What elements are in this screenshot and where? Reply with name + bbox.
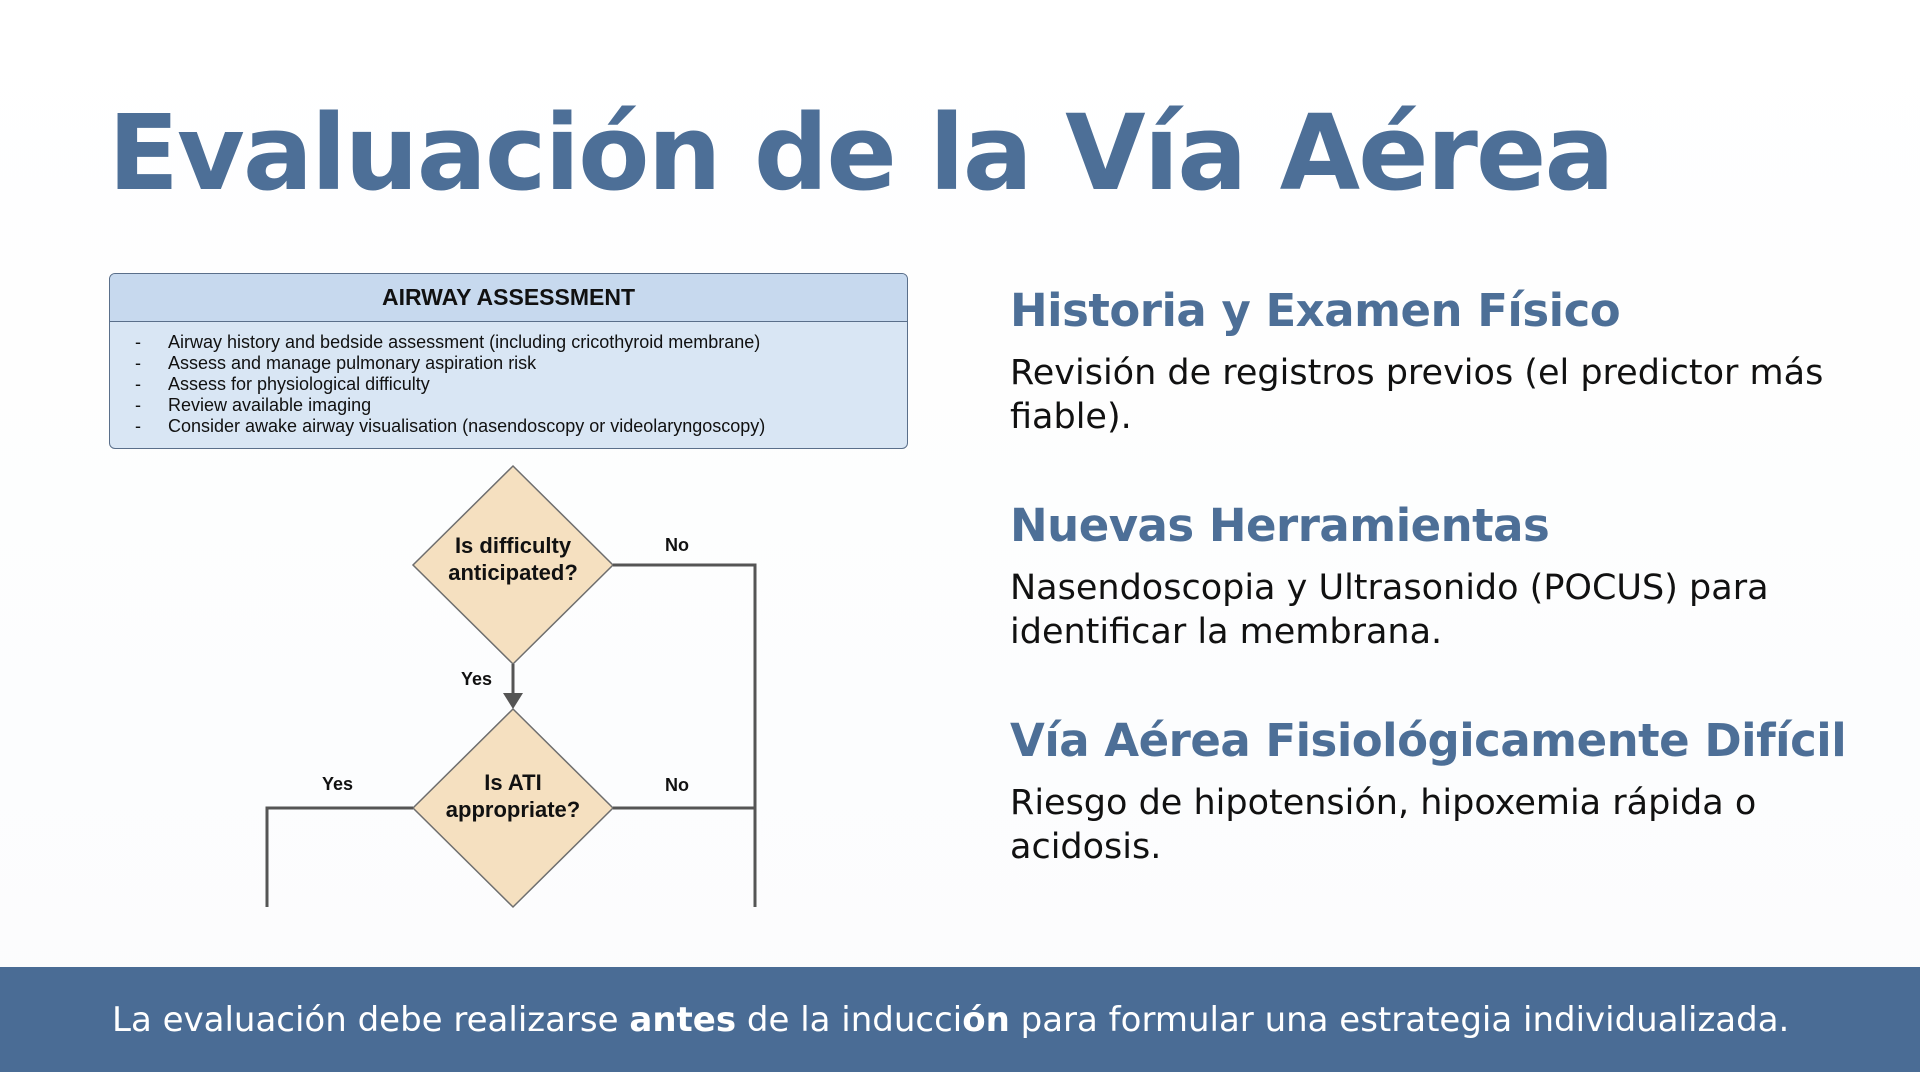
connector-yes-2 xyxy=(267,808,413,907)
section-heading: Historia y Examen Físico xyxy=(1010,284,1621,337)
airway-assessment-header: AIRWAY ASSESSMENT xyxy=(110,274,907,322)
footer-banner xyxy=(0,967,1920,1072)
label-yes-2: Yes xyxy=(322,774,354,794)
section-fisiologica xyxy=(1010,714,1870,869)
section-text: Revisión de registros previos (el predictor más fiable). xyxy=(1010,353,1824,437)
section-text: Nasendoscopia y Ultrasonido (POCUS) para identificar la membrana. xyxy=(1010,568,1769,652)
label-no-2: No xyxy=(665,775,689,795)
decision-2-text: Is ATI appropriate? xyxy=(445,770,581,822)
list-item: - Review available imaging xyxy=(135,395,372,415)
section-heading: Nuevas Herramientas xyxy=(1010,499,1550,552)
connector-no-1 xyxy=(613,565,755,907)
section-text: Riesgo de hipotensión, hipoxemia rápida o acidosis. xyxy=(1010,783,1757,867)
section-heading: Vía Aérea Fisiológicamente Difícil xyxy=(1010,714,1847,767)
section-herramientas xyxy=(1010,499,1870,654)
list-item: - Assess for physiological difficulty xyxy=(135,374,430,394)
section-historia xyxy=(1010,284,1870,439)
slide-title: Evaluación de la Vía Aérea xyxy=(108,92,1613,214)
arrowhead xyxy=(503,693,523,709)
label-yes-1: Yes xyxy=(461,669,493,689)
decision-1-text: Is difficulty anticipated? xyxy=(448,533,578,585)
label-no-1: No xyxy=(665,535,689,555)
list-item: - Assess and manage pulmonary aspiration risk xyxy=(135,353,537,373)
list-item: - Consider awake airway visualisation (nasendoscopy or videolaryngoscopy) xyxy=(135,416,766,436)
footer-text: La evaluación debe realizarse antes de la inducción para formular una estrategia individualizada. xyxy=(112,999,1790,1040)
list-item: - Airway history and bedside assessment (including cricothyroid membrane) xyxy=(135,332,761,352)
